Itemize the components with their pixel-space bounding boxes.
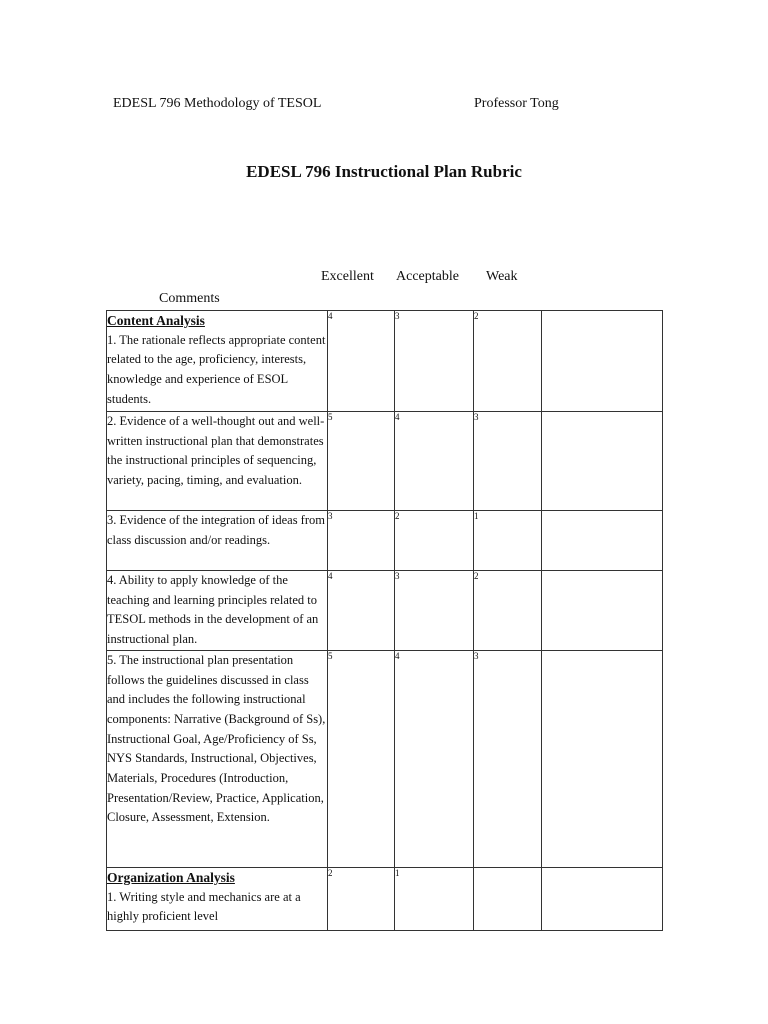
criterion-text: 3. Evidence of the integration of ideas from class discussion and/or readings. [107, 513, 325, 547]
criterion-text: 5. The instructional plan presentation follows the guidelines discussed in class and includes the following instructional components: Narrative (Background of Ss), Instructional Goal, Age/Proficiency of Ss, NYS Standards, Instructional, Objectives, Materials, Procedures (Introduction, Presentation/Review, Practice, Application, Closure, Assessment, Extension. [107, 652, 326, 825]
table-row [107, 571, 663, 651]
professor-header: Professor Tong [474, 96, 559, 111]
criterion-cell [107, 412, 328, 511]
criterion-cell [107, 571, 328, 651]
comments-cell [542, 412, 663, 511]
score-excellent: 4 [328, 311, 395, 412]
score-acceptable: 4 [395, 412, 474, 511]
column-header-acceptable: Acceptable [396, 269, 459, 284]
comments-cell [542, 511, 663, 571]
comments-cell [542, 571, 663, 651]
score-acceptable: 4 [395, 650, 474, 867]
criterion-text: 1. The rationale reflects appropriate content related to the age, proficiency, interests, knowledge and experience of ESOL students. [107, 332, 326, 406]
score-weak: 3 [474, 650, 542, 867]
column-header-weak: Weak [486, 269, 518, 284]
criterion-cell [107, 511, 328, 571]
criterion-text: 4. Ability to apply knowledge of the teaching and learning principles related to TESOL methods in the development of an instructional plan. [107, 573, 319, 647]
comments-cell [542, 867, 663, 930]
column-header-excellent: Excellent [321, 269, 374, 284]
table-row [107, 867, 663, 930]
score-excellent: 3 [328, 511, 395, 571]
table-row [107, 650, 663, 867]
score-weak: 1 [474, 511, 542, 571]
criterion-cell [107, 867, 328, 930]
column-header-comments: Comments [159, 291, 220, 306]
score-acceptable: 2 [395, 511, 474, 571]
table-row [107, 311, 663, 412]
section-heading: Content Analysis [107, 313, 205, 328]
comments-cell [542, 650, 663, 867]
criterion-text: 2. Evidence of a well-thought out and well-written instructional plan that demonstrates the instructional principles of sequencing, variety, pacing, timing, and evaluation. [107, 414, 325, 488]
score-excellent: 4 [328, 571, 395, 651]
section-heading: Organization Analysis [107, 869, 235, 885]
score-excellent: 5 [328, 412, 395, 511]
criterion-text: 1. Writing style and mechanics are at a highly proficient level [107, 889, 301, 924]
criterion-cell [107, 650, 328, 867]
rubric-table [106, 310, 663, 931]
course-header: EDESL 796 Methodology of TESOL [113, 96, 322, 111]
table-row [107, 511, 663, 571]
score-acceptable: 3 [395, 311, 474, 412]
score-weak: 3 [474, 412, 542, 511]
document-title: EDESL 796 Instructional Plan Rubric [246, 162, 522, 181]
score-acceptable: 3 [395, 571, 474, 651]
table-row [107, 412, 663, 511]
score-acceptable: 1 [395, 867, 474, 930]
score-weak [474, 867, 542, 930]
criterion-cell [107, 311, 328, 412]
score-weak: 2 [474, 311, 542, 412]
score-excellent: 5 [328, 650, 395, 867]
comments-cell [542, 311, 663, 412]
score-weak: 2 [474, 571, 542, 651]
score-excellent: 2 [328, 867, 395, 930]
